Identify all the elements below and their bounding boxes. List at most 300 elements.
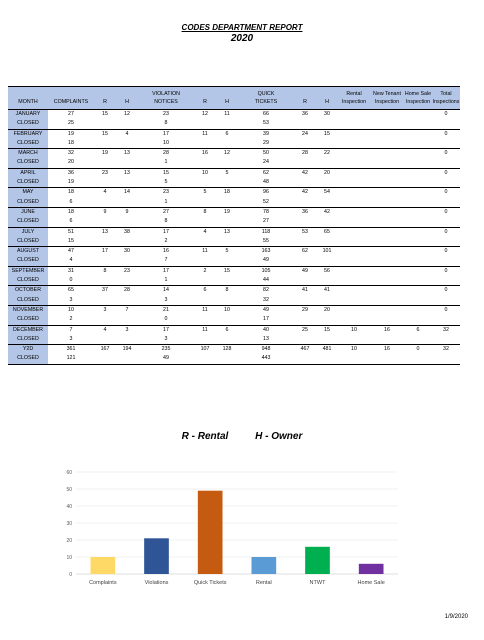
table-cell: 25 <box>294 325 316 335</box>
header-cell: H <box>116 98 138 110</box>
table-cell: 0 <box>432 110 460 120</box>
table-cell <box>94 256 116 266</box>
table-cell: 13 <box>116 168 138 178</box>
header-cell <box>216 87 238 99</box>
table-cell <box>194 335 216 345</box>
header-cell: QUICK <box>238 87 294 99</box>
table-cell: 41 <box>316 286 338 296</box>
table-cell <box>94 217 116 227</box>
table-cell <box>404 110 432 120</box>
table-row <box>8 110 460 120</box>
table-cell: 10 <box>163 139 169 146</box>
table-cell: 15 <box>216 266 238 276</box>
table-cell <box>216 276 238 286</box>
table-cell: 16 <box>138 247 194 257</box>
table-cell <box>404 168 432 178</box>
table-cell <box>338 149 370 159</box>
table-cell: 66 <box>238 110 294 120</box>
table-cell: 6 <box>216 129 238 139</box>
table-cell <box>432 139 460 149</box>
table-cell: 65 <box>316 227 338 237</box>
table-cell: 3 <box>116 325 138 335</box>
header-cell: NOTICES <box>138 98 194 110</box>
table-cell <box>338 335 370 345</box>
table-cell: 37 <box>94 286 116 296</box>
table-cell: 10 <box>48 305 94 315</box>
table-cell <box>294 217 316 227</box>
table-cell <box>404 207 432 217</box>
table-cell: 3 <box>164 335 168 342</box>
table-cell: 17 <box>138 325 194 335</box>
table-cell: 20 <box>68 159 74 166</box>
table-cell: 121 <box>66 355 76 362</box>
table-cell <box>216 217 238 227</box>
table-cell: 7 <box>116 305 138 315</box>
table-cell <box>432 315 460 325</box>
table-cell: 31 <box>48 266 94 276</box>
table-cell <box>404 119 432 129</box>
header-row-top <box>8 87 460 99</box>
table-cell: 2 <box>164 237 168 244</box>
row-label: DECEMBER <box>8 325 48 335</box>
table-cell <box>316 217 338 227</box>
y-tick-label: 10 <box>66 555 72 561</box>
table-cell: 194 <box>116 345 138 355</box>
table-cell: 39 <box>238 129 294 139</box>
table-cell: 23 <box>116 266 138 276</box>
table-cell <box>316 139 338 149</box>
table-cell <box>338 158 370 168</box>
table-cell <box>370 296 404 306</box>
header-cell <box>116 87 138 99</box>
y-tick-label: 60 <box>66 470 72 476</box>
table-cell: 15 <box>316 325 338 335</box>
table-cell <box>116 217 138 227</box>
table-cell: 36 <box>294 110 316 120</box>
bar-violations <box>144 538 169 574</box>
table-cell <box>338 296 370 306</box>
row-label: FEBRUARY <box>8 129 48 139</box>
bar-rental <box>251 557 276 574</box>
y-tick-label: 0 <box>69 572 72 578</box>
x-category-label: Violations <box>144 580 169 586</box>
table-cell: 24 <box>294 129 316 139</box>
x-category-label: Rental <box>255 580 272 586</box>
table-cell: 15 <box>94 110 116 120</box>
row-label: MARCH <box>8 149 48 159</box>
header-cell: Inspection <box>370 98 404 110</box>
table-cell <box>338 168 370 178</box>
table-cell: 6 <box>404 325 432 335</box>
table-cell: 3 <box>69 335 73 342</box>
table-cell <box>316 296 338 306</box>
table-cell <box>94 276 116 286</box>
table-cell: 443 <box>261 355 271 362</box>
table-cell: 0 <box>432 149 460 159</box>
row-label: JULY <box>8 227 48 237</box>
row-label: Y2D <box>8 345 48 355</box>
header-cell: R <box>294 98 316 110</box>
table-cell <box>404 227 432 237</box>
table-cell: 62 <box>294 247 316 257</box>
table-cell: 11 <box>194 129 216 139</box>
table-cell: 3 <box>94 305 116 315</box>
table-cell: 5 <box>164 179 168 186</box>
table-cell <box>432 296 460 306</box>
table-row <box>8 207 460 217</box>
table-cell <box>116 178 138 188</box>
table-cell: 5 <box>216 247 238 257</box>
table-cell <box>294 335 316 345</box>
table-cell <box>116 276 138 286</box>
table-row <box>8 315 460 325</box>
table-cell <box>370 237 404 247</box>
table-cell <box>116 198 138 208</box>
header-cell: R <box>94 98 116 110</box>
table-cell: 47 <box>48 247 94 257</box>
table-cell <box>370 149 404 159</box>
table-cell: 5 <box>194 188 216 198</box>
table-cell: 27 <box>263 218 269 225</box>
table-cell: 17 <box>138 227 194 237</box>
table-cell: 1 <box>164 198 168 205</box>
table-cell: 42 <box>316 207 338 217</box>
table-cell <box>216 158 238 168</box>
table-row <box>8 247 460 257</box>
table-cell: 32 <box>48 149 94 159</box>
table-cell: 2 <box>194 266 216 276</box>
table-row <box>8 286 460 296</box>
table-row <box>8 119 460 129</box>
table-cell: 163 <box>238 247 294 257</box>
table-cell: 13 <box>263 335 269 342</box>
table-cell: 7 <box>164 257 168 264</box>
table-cell <box>370 256 404 266</box>
report-title: CODES DEPARTMENT REPORT <box>181 23 303 32</box>
table-cell <box>432 276 460 286</box>
table-cell <box>94 119 116 129</box>
header-row-bottom <box>8 98 460 110</box>
table-cell <box>316 315 338 325</box>
table-cell <box>116 237 138 247</box>
table-cell: 0 <box>404 345 432 355</box>
table-cell: 107 <box>194 345 216 355</box>
report-date: 1/9/2020 <box>444 614 468 620</box>
table-cell: 6 <box>69 218 73 225</box>
header-cell: Total <box>432 87 460 99</box>
header-cell: TICKETS <box>238 98 294 110</box>
report-year: 2020 <box>230 33 254 44</box>
header-cell <box>94 87 116 99</box>
table-cell <box>404 188 432 198</box>
table-cell <box>432 237 460 247</box>
table-cell: 1 <box>164 159 168 166</box>
table-row <box>8 276 460 286</box>
table-cell <box>370 315 404 325</box>
table-cell <box>294 237 316 247</box>
table-cell: 235 <box>138 345 194 355</box>
legend-owner: H - Owner <box>255 431 303 442</box>
table-cell <box>194 296 216 306</box>
y-tick-label: 40 <box>66 504 72 510</box>
row-label: CLOSED <box>8 315 48 325</box>
row-label: CLOSED <box>8 276 48 286</box>
table-cell: 6 <box>216 325 238 335</box>
table-cell <box>338 217 370 227</box>
table-cell: 10 <box>338 345 370 355</box>
table-cell: 29 <box>294 305 316 315</box>
row-label: NOVEMBER <box>8 305 48 315</box>
header-cell <box>316 87 338 99</box>
table-cell <box>404 158 432 168</box>
table-cell: 28 <box>138 149 194 159</box>
table-cell <box>216 178 238 188</box>
y-tick-label: 50 <box>66 487 72 493</box>
table-cell <box>404 276 432 286</box>
table-cell: 54 <box>316 188 338 198</box>
table-cell <box>404 305 432 315</box>
table-cell <box>338 237 370 247</box>
table-cell: 23 <box>138 110 194 120</box>
table-cell: 49 <box>163 355 169 362</box>
table-cell: 11 <box>216 110 238 120</box>
table-cell: 20 <box>316 305 338 315</box>
table-cell <box>338 227 370 237</box>
table-cell <box>294 198 316 208</box>
table-cell: 18 <box>48 188 94 198</box>
table-cell <box>94 139 116 149</box>
x-category-label: Quick Tickets <box>193 580 227 586</box>
table-cell: 23 <box>138 188 194 198</box>
row-label: CLOSED <box>8 178 48 188</box>
row-label: CLOSED <box>8 256 48 266</box>
table-cell: 53 <box>263 120 269 127</box>
table-cell <box>294 158 316 168</box>
table-cell <box>370 207 404 217</box>
table-cell: 23 <box>94 168 116 178</box>
table-cell: 51 <box>48 227 94 237</box>
table-cell <box>216 139 238 149</box>
table-cell: 8 <box>164 218 168 225</box>
table-cell: 2 <box>69 316 73 323</box>
table-cell: 4 <box>94 188 116 198</box>
table-cell <box>432 178 460 188</box>
table-cell: 44 <box>263 277 269 284</box>
table-cell <box>370 286 404 296</box>
table-cell: 32 <box>432 325 460 335</box>
table-cell: 8 <box>194 207 216 217</box>
table-cell: 5 <box>216 168 238 178</box>
table-cell: 105 <box>238 266 294 276</box>
table-cell: 10 <box>338 325 370 335</box>
table-row <box>8 256 460 266</box>
table-cell: 4 <box>194 227 216 237</box>
header-cell: R <box>194 98 216 110</box>
row-label: CLOSED <box>8 198 48 208</box>
table-cell: 17 <box>263 316 269 323</box>
table-cell <box>370 247 404 257</box>
row-label: AUGUST <box>8 247 48 257</box>
table-cell: 19 <box>94 149 116 159</box>
table-cell <box>216 256 238 266</box>
table-cell: 52 <box>263 198 269 205</box>
table-cell: 22 <box>316 149 338 159</box>
table-cell <box>338 354 370 364</box>
table-cell <box>370 305 404 315</box>
table-cell <box>216 315 238 325</box>
table-cell: 4 <box>94 325 116 335</box>
table-row <box>8 266 460 276</box>
table-cell: 13 <box>94 227 116 237</box>
table-cell <box>94 296 116 306</box>
table-cell <box>94 335 116 345</box>
table-cell <box>404 139 432 149</box>
table-cell: 11 <box>194 325 216 335</box>
table-cell <box>316 178 338 188</box>
table-cell: 30 <box>316 110 338 120</box>
table-cell: 0 <box>164 316 168 323</box>
table-cell: 9 <box>116 207 138 217</box>
table-cell: 0 <box>432 188 460 198</box>
table-cell: 17 <box>94 247 116 257</box>
table-cell: 361 <box>48 345 94 355</box>
table-cell <box>370 129 404 139</box>
row-label: MAY <box>8 188 48 198</box>
table-cell: 0 <box>432 286 460 296</box>
table-cell: 12 <box>216 149 238 159</box>
header-cell: H <box>316 98 338 110</box>
table-cell <box>338 139 370 149</box>
table-cell: 49 <box>238 305 294 315</box>
row-label: CLOSED <box>8 119 48 129</box>
table-cell: 28 <box>116 286 138 296</box>
table-row <box>8 345 460 355</box>
table-cell: 948 <box>238 345 294 355</box>
table-cell: 30 <box>116 247 138 257</box>
table-cell <box>116 158 138 168</box>
table-cell: 41 <box>294 286 316 296</box>
table-cell: 28 <box>294 149 316 159</box>
table-cell: 17 <box>138 266 194 276</box>
table-cell <box>432 354 460 364</box>
table-cell <box>294 119 316 129</box>
table-cell: 15 <box>316 129 338 139</box>
table-cell <box>404 129 432 139</box>
table-cell <box>316 276 338 286</box>
table-row <box>8 129 460 139</box>
table-cell <box>216 335 238 345</box>
bar-home-sale <box>359 564 384 574</box>
table-cell <box>194 256 216 266</box>
table-cell: 7 <box>48 325 94 335</box>
table-row <box>8 198 460 208</box>
table-cell <box>216 296 238 306</box>
table-cell <box>404 198 432 208</box>
header-cell: Home Sale <box>404 87 432 99</box>
table-cell <box>294 256 316 266</box>
table-cell: 96 <box>238 188 294 198</box>
table-cell <box>432 335 460 345</box>
row-label: CLOSED <box>8 354 48 364</box>
row-label: OCTOBER <box>8 286 48 296</box>
table-cell <box>404 266 432 276</box>
table-cell: 481 <box>316 345 338 355</box>
legend-rental: R - Rental <box>181 431 229 442</box>
summary-bar-chart <box>58 466 406 590</box>
table-cell <box>116 256 138 266</box>
header-cell: MONTH <box>8 98 48 110</box>
table-cell <box>404 315 432 325</box>
table-cell: 10 <box>216 305 238 315</box>
bar-complaints <box>90 557 115 574</box>
header-cell: VIOLATION <box>138 87 194 99</box>
table-row <box>8 149 460 159</box>
table-cell: 11 <box>194 305 216 315</box>
table-cell <box>338 315 370 325</box>
header-cell <box>48 87 94 99</box>
header-cell: Inspection <box>338 98 370 110</box>
table-row <box>8 227 460 237</box>
table-cell: 4 <box>69 257 73 264</box>
table-cell: 0 <box>432 266 460 276</box>
table-cell <box>116 139 138 149</box>
table-cell: 24 <box>263 159 269 166</box>
y-tick-label: 30 <box>66 521 72 527</box>
table-cell: 32 <box>263 296 269 303</box>
table-cell <box>316 256 338 266</box>
table-cell <box>316 198 338 208</box>
table-cell <box>338 119 370 129</box>
header-cell: Rental <box>338 87 370 99</box>
table-cell: 78 <box>238 207 294 217</box>
table-cell <box>194 178 216 188</box>
row-label: CLOSED <box>8 158 48 168</box>
table-cell: 15 <box>138 168 194 178</box>
table-cell <box>370 178 404 188</box>
table-cell: 38 <box>116 227 138 237</box>
table-cell: 18 <box>68 139 74 146</box>
table-cell <box>216 354 238 364</box>
table-cell <box>316 119 338 129</box>
table-cell <box>294 276 316 286</box>
table-cell <box>116 296 138 306</box>
table-cell <box>194 139 216 149</box>
table-cell <box>370 139 404 149</box>
table-row <box>8 168 460 178</box>
table-cell: 101 <box>316 247 338 257</box>
table-cell <box>338 110 370 120</box>
table-cell: 0 <box>432 168 460 178</box>
table-cell: 27 <box>138 207 194 217</box>
row-label: CLOSED <box>8 335 48 345</box>
table-cell: 40 <box>238 325 294 335</box>
table-cell <box>216 198 238 208</box>
table-cell <box>432 119 460 129</box>
table-cell: 16 <box>194 149 216 159</box>
table-cell: 53 <box>294 227 316 237</box>
table-cell: 15 <box>68 237 74 244</box>
table-cell <box>316 237 338 247</box>
table-cell <box>370 354 404 364</box>
x-category-label: NTWT <box>309 580 326 586</box>
row-label: CLOSED <box>8 296 48 306</box>
table-cell: 128 <box>216 345 238 355</box>
table-cell <box>338 178 370 188</box>
table-cell <box>216 119 238 129</box>
table-cell: 12 <box>116 110 138 120</box>
table-cell <box>294 296 316 306</box>
table-cell <box>404 286 432 296</box>
